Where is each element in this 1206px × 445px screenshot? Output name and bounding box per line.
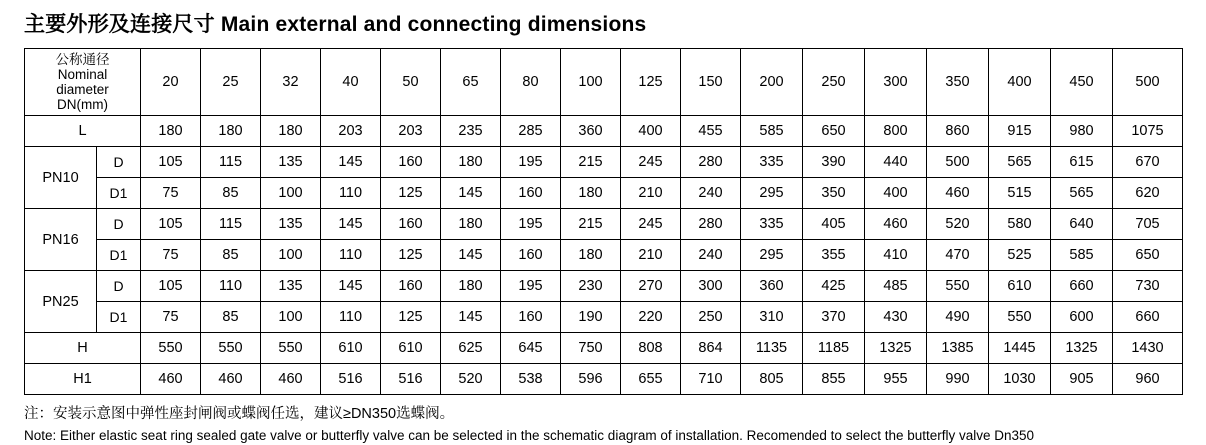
table-cell: 808 — [621, 333, 681, 364]
column-header: 450 — [1051, 49, 1113, 116]
table-cell: 660 — [1051, 271, 1113, 302]
table-cell: 180 — [261, 116, 321, 147]
table-cell: 203 — [381, 116, 441, 147]
table-cell: 110 — [321, 178, 381, 209]
table-cell: 350 — [803, 178, 865, 209]
table-cell: 610 — [381, 333, 441, 364]
table-cell: 960 — [1113, 364, 1183, 395]
dimensions-table-body — [25, 49, 1183, 395]
table-cell: 295 — [741, 178, 803, 209]
table-cell: 160 — [381, 147, 441, 178]
table-cell: 105 — [141, 209, 201, 240]
table-cell: 516 — [381, 364, 441, 395]
table-cell: 180 — [141, 116, 201, 147]
table-cell: 1075 — [1113, 116, 1183, 147]
column-header: 80 — [501, 49, 561, 116]
note-chinese: 注：安装示意图中弹性座封闸阀或蝶阀任选，建议≥DN350选蝶阀。 — [24, 406, 455, 422]
row-sublabel: D1 — [97, 240, 141, 271]
table-cell: 105 — [141, 271, 201, 302]
row-label: H1 — [25, 364, 141, 395]
note-english: Note: Either elastic seat ring sealed gate valve or butterfly valve can be selected in the schematic diagram of installation. Recomended to select the butterfly valve Dn350 — [24, 428, 1035, 443]
table-cell: 180 — [441, 147, 501, 178]
table-cell: 1135 — [741, 333, 803, 364]
table-cell: 280 — [681, 209, 741, 240]
table-cell: 335 — [741, 147, 803, 178]
table-cell: 455 — [681, 116, 741, 147]
table-cell: 550 — [989, 302, 1051, 333]
corner-header-cell — [25, 49, 141, 116]
table-cell: 125 — [381, 178, 441, 209]
table-cell: 240 — [681, 178, 741, 209]
table-cell: 160 — [501, 302, 561, 333]
table-cell: 550 — [261, 333, 321, 364]
table-cell: 620 — [1113, 178, 1183, 209]
table-cell: 195 — [501, 271, 561, 302]
table-cell: 295 — [741, 240, 803, 271]
dimensions-table — [24, 48, 1183, 395]
table-row — [25, 178, 1183, 209]
table-row — [25, 271, 1183, 302]
table-cell: 705 — [1113, 209, 1183, 240]
table-cell: 565 — [989, 147, 1051, 178]
column-header: 40 — [321, 49, 381, 116]
table-cell: 550 — [927, 271, 989, 302]
table-cell: 730 — [1113, 271, 1183, 302]
table-cell: 245 — [621, 147, 681, 178]
column-header: 100 — [561, 49, 621, 116]
table-cell: 660 — [1113, 302, 1183, 333]
table-cell: 110 — [321, 302, 381, 333]
table-row — [25, 209, 1183, 240]
table-cell: 610 — [989, 271, 1051, 302]
table-cell: 220 — [621, 302, 681, 333]
table-cell: 1325 — [865, 333, 927, 364]
table-cell: 105 — [141, 147, 201, 178]
table-cell: 610 — [321, 333, 381, 364]
table-cell: 860 — [927, 116, 989, 147]
table-cell: 515 — [989, 178, 1051, 209]
table-cell: 110 — [201, 271, 261, 302]
table-cell: 460 — [927, 178, 989, 209]
table-cell: 460 — [201, 364, 261, 395]
table-cell: 516 — [321, 364, 381, 395]
table-cell: 135 — [261, 271, 321, 302]
column-header: 32 — [261, 49, 321, 116]
table-cell: 335 — [741, 209, 803, 240]
table-cell: 550 — [141, 333, 201, 364]
table-cell: 625 — [441, 333, 501, 364]
table-cell: 360 — [561, 116, 621, 147]
table-cell: 115 — [201, 209, 261, 240]
table-cell: 915 — [989, 116, 1051, 147]
corner-header-cn: 公称通径 — [55, 52, 110, 67]
table-cell: 864 — [681, 333, 741, 364]
table-cell: 210 — [621, 240, 681, 271]
table-cell: 1385 — [927, 333, 989, 364]
column-header: 500 — [1113, 49, 1183, 116]
table-cell: 300 — [681, 271, 741, 302]
table-cell: 615 — [1051, 147, 1113, 178]
table-cell: 800 — [865, 116, 927, 147]
corner-header-en3: DN(mm) — [57, 97, 108, 112]
column-header: 350 — [927, 49, 989, 116]
table-cell: 565 — [1051, 178, 1113, 209]
table-cell: 215 — [561, 209, 621, 240]
table-cell: 75 — [141, 178, 201, 209]
table-cell: 645 — [501, 333, 561, 364]
table-cell: 460 — [141, 364, 201, 395]
table-cell: 670 — [1113, 147, 1183, 178]
table-cell: 145 — [321, 147, 381, 178]
table-cell: 110 — [321, 240, 381, 271]
table-cell: 215 — [561, 147, 621, 178]
table-row — [25, 116, 1183, 147]
table-cell: 490 — [927, 302, 989, 333]
table-cell: 145 — [441, 302, 501, 333]
table-cell: 230 — [561, 271, 621, 302]
table-cell: 160 — [381, 209, 441, 240]
column-header: 300 — [865, 49, 927, 116]
column-header: 150 — [681, 49, 741, 116]
table-cell: 410 — [865, 240, 927, 271]
table-cell: 460 — [865, 209, 927, 240]
table-cell: 1325 — [1051, 333, 1113, 364]
table-cell: 180 — [561, 240, 621, 271]
page-title: 主要外形及连接尺寸 Main external and connecting dimensions — [24, 13, 647, 36]
table-cell: 245 — [621, 209, 681, 240]
row-label: PN16 — [25, 209, 97, 271]
table-cell: 520 — [441, 364, 501, 395]
table-cell: 905 — [1051, 364, 1113, 395]
table-cell: 145 — [441, 178, 501, 209]
table-cell: 655 — [621, 364, 681, 395]
table-cell: 525 — [989, 240, 1051, 271]
table-cell: 955 — [865, 364, 927, 395]
row-label: H — [25, 333, 141, 364]
table-row — [25, 240, 1183, 271]
row-sublabel: D — [97, 147, 141, 178]
row-label: L — [25, 116, 141, 147]
table-cell: 990 — [927, 364, 989, 395]
table-cell: 1445 — [989, 333, 1051, 364]
column-header: 125 — [621, 49, 681, 116]
table-cell: 538 — [501, 364, 561, 395]
table-cell: 400 — [621, 116, 681, 147]
table-cell: 520 — [927, 209, 989, 240]
table-cell: 145 — [441, 240, 501, 271]
table-cell: 980 — [1051, 116, 1113, 147]
table-cell: 310 — [741, 302, 803, 333]
table-cell: 203 — [321, 116, 381, 147]
table-cell: 440 — [865, 147, 927, 178]
table-cell: 190 — [561, 302, 621, 333]
note-block — [24, 405, 1182, 445]
column-header: 50 — [381, 49, 441, 116]
table-cell: 400 — [865, 178, 927, 209]
table-cell: 650 — [1113, 240, 1183, 271]
column-header: 400 — [989, 49, 1051, 116]
table-cell: 460 — [261, 364, 321, 395]
table-cell: 370 — [803, 302, 865, 333]
table-cell: 125 — [381, 302, 441, 333]
table-cell: 195 — [501, 147, 561, 178]
table-cell: 355 — [803, 240, 865, 271]
table-cell: 75 — [141, 302, 201, 333]
row-sublabel: D — [97, 209, 141, 240]
table-cell: 145 — [321, 271, 381, 302]
table-cell: 585 — [741, 116, 803, 147]
table-cell: 1030 — [989, 364, 1051, 395]
row-sublabel: D — [97, 271, 141, 302]
table-cell: 580 — [989, 209, 1051, 240]
table-cell: 160 — [381, 271, 441, 302]
table-cell: 500 — [927, 147, 989, 178]
table-cell: 550 — [201, 333, 261, 364]
column-header: 65 — [441, 49, 501, 116]
row-sublabel: D1 — [97, 302, 141, 333]
table-cell: 100 — [261, 240, 321, 271]
table-cell: 1430 — [1113, 333, 1183, 364]
table-cell: 100 — [261, 178, 321, 209]
table-cell: 135 — [261, 209, 321, 240]
table-cell: 430 — [865, 302, 927, 333]
table-cell: 280 — [681, 147, 741, 178]
table-cell: 135 — [261, 147, 321, 178]
table-cell: 125 — [381, 240, 441, 271]
table-header-row — [25, 49, 1183, 116]
table-cell: 85 — [201, 178, 261, 209]
table-cell: 640 — [1051, 209, 1113, 240]
table-row — [25, 302, 1183, 333]
table-cell: 195 — [501, 209, 561, 240]
table-cell: 100 — [261, 302, 321, 333]
table-cell: 115 — [201, 147, 261, 178]
table-cell: 805 — [741, 364, 803, 395]
table-cell: 180 — [561, 178, 621, 209]
table-cell: 750 — [561, 333, 621, 364]
table-cell: 710 — [681, 364, 741, 395]
table-cell: 145 — [321, 209, 381, 240]
table-cell: 160 — [501, 240, 561, 271]
column-header: 25 — [201, 49, 261, 116]
corner-header-en1: Nominal — [57, 67, 108, 82]
table-cell: 1185 — [803, 333, 865, 364]
table-cell: 470 — [927, 240, 989, 271]
column-header: 200 — [741, 49, 803, 116]
table-cell: 285 — [501, 116, 561, 147]
row-label: PN10 — [25, 147, 97, 209]
table-cell: 75 — [141, 240, 201, 271]
table-row — [25, 147, 1183, 178]
table-row — [25, 364, 1183, 395]
table-cell: 600 — [1051, 302, 1113, 333]
table-cell: 425 — [803, 271, 865, 302]
column-header: 250 — [803, 49, 865, 116]
table-cell: 650 — [803, 116, 865, 147]
table-cell: 85 — [201, 240, 261, 271]
table-cell: 596 — [561, 364, 621, 395]
table-cell: 180 — [201, 116, 261, 147]
table-cell: 210 — [621, 178, 681, 209]
table-cell: 360 — [741, 271, 803, 302]
table-cell: 485 — [865, 271, 927, 302]
table-cell: 250 — [681, 302, 741, 333]
table-row — [25, 333, 1183, 364]
table-cell: 235 — [441, 116, 501, 147]
table-cell: 240 — [681, 240, 741, 271]
table-cell: 160 — [501, 178, 561, 209]
table-cell: 405 — [803, 209, 865, 240]
table-cell: 180 — [441, 271, 501, 302]
row-sublabel: D1 — [97, 178, 141, 209]
corner-header-en2: diameter — [56, 82, 109, 97]
table-cell: 270 — [621, 271, 681, 302]
table-cell: 585 — [1051, 240, 1113, 271]
row-label: PN25 — [25, 271, 97, 333]
table-cell: 85 — [201, 302, 261, 333]
table-cell: 855 — [803, 364, 865, 395]
table-cell: 390 — [803, 147, 865, 178]
column-header: 20 — [141, 49, 201, 116]
table-cell: 180 — [441, 209, 501, 240]
